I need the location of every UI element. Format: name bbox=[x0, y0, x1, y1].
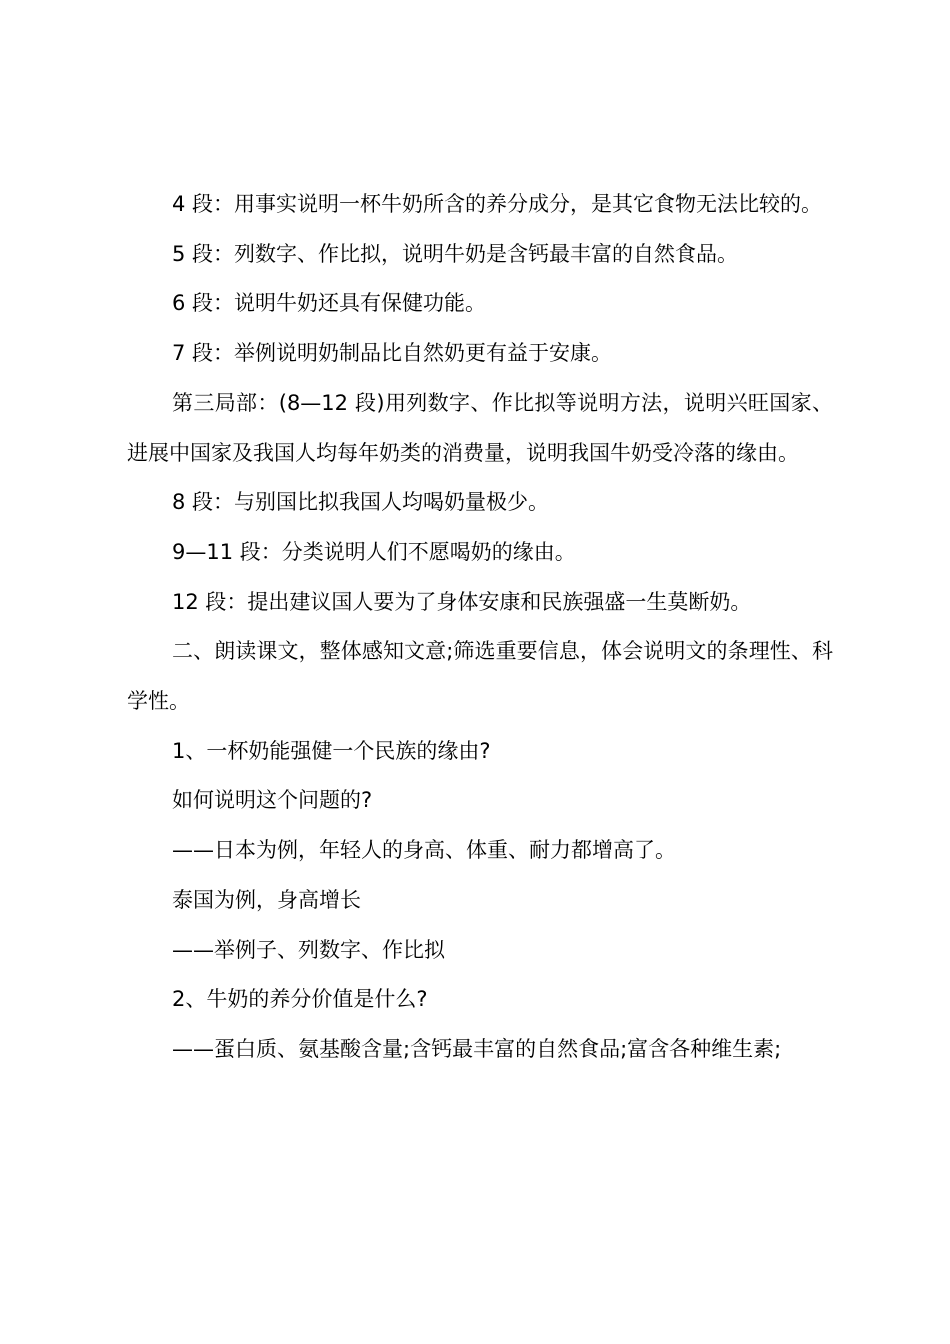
paragraph-nutrition: ——蛋白质、氨基酸含量;含钙最丰富的自然食品;富含各种维生素; bbox=[172, 1036, 782, 1061]
paragraph-question-2: 2、牛奶的养分价值是什么? bbox=[172, 987, 428, 1012]
document-body bbox=[127, 180, 833, 1075]
paragraph-heading-two: 二、朗读课文，整体感知文意;筛选重要信息，体会说明文的条理性、科学性。 bbox=[127, 639, 833, 714]
paragraph-section-8: 8 段：与别国比拟我国人均喝奶量极少。 bbox=[172, 490, 550, 515]
paragraph-section-6: 6 段：说明牛奶还具有保健功能。 bbox=[172, 291, 487, 316]
paragraph-section-9-11: 9—11 段：分类说明人们不愿喝奶的缘由。 bbox=[172, 539, 576, 564]
paragraph-part-three: 第三局部：(8—12 段)用列数字、作比拟等说明方法，说明兴旺国家、进展中国家及我国人均每年奶类的消费量，说明我国牛奶受冷落的缘由。 bbox=[127, 390, 833, 465]
paragraph-section-12: 12 段：提出建议国人要为了身体安康和民族强盛一生莫断奶。 bbox=[172, 589, 752, 614]
paragraph-how-explained: 如何说明这个问题的? bbox=[172, 788, 373, 813]
paragraph-section-4: 4 段：用事实说明一杯牛奶所含的养分成分，是其它食物无法比较的。 bbox=[172, 192, 823, 216]
paragraph-methods: ——举例子、列数字、作比拟 bbox=[172, 937, 445, 962]
paragraph-section-5: 5 段：列数字、作比拟，说明牛奶是含钙最丰富的自然食品。 bbox=[172, 241, 739, 266]
paragraph-japan-example: ——日本为例，年轻人的身高、体重、耐力都增高了。 bbox=[172, 838, 676, 863]
paragraph-section-7: 7 段：举例说明奶制品比自然奶更有益于安康。 bbox=[172, 341, 613, 366]
paragraph-question-1: 1、一杯奶能强健一个民族的缘由? bbox=[172, 738, 491, 763]
paragraph-thailand-example: 泰国为例，身高增长 bbox=[172, 887, 361, 912]
